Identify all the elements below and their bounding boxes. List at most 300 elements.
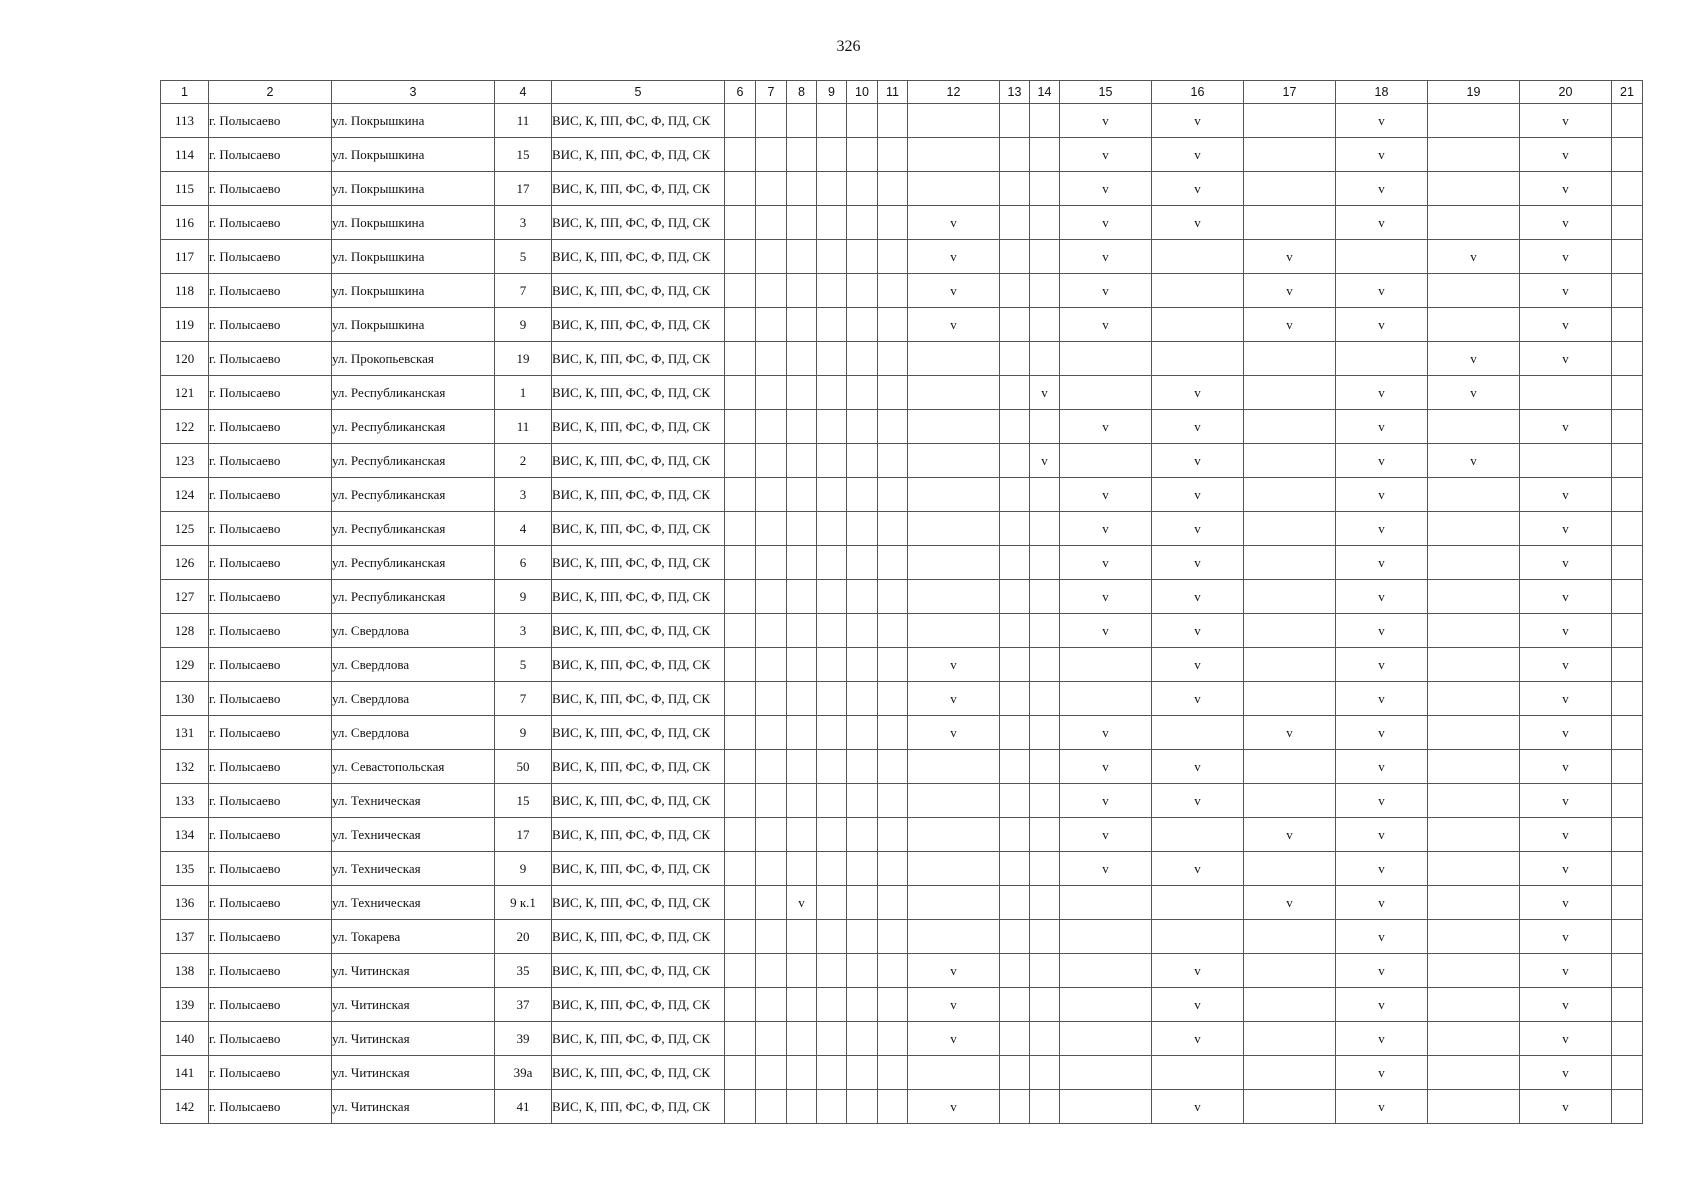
check-mark-col-20: v — [1520, 818, 1612, 852]
empty-cell-col-19 — [1428, 1090, 1520, 1124]
city-cell: г. Полысаево — [209, 818, 332, 852]
street-cell: ул. Свердлова — [332, 716, 495, 750]
check-mark-col-16: v — [1152, 988, 1244, 1022]
street-cell: ул. Республиканская — [332, 410, 495, 444]
empty-cell-col-7 — [756, 852, 787, 886]
empty-cell-col-14 — [1030, 1090, 1060, 1124]
house-number-cell: 17 — [495, 172, 552, 206]
empty-cell-col-17 — [1244, 988, 1336, 1022]
empty-cell-col-17 — [1244, 376, 1336, 410]
empty-cell-col-13 — [1000, 1056, 1030, 1090]
check-mark-col-18: v — [1336, 614, 1428, 648]
empty-cell-col-19 — [1428, 206, 1520, 240]
empty-cell-col-6 — [725, 954, 756, 988]
empty-cell-col-8 — [787, 342, 817, 376]
empty-cell-col-11 — [878, 614, 908, 648]
table-body — [161, 104, 1643, 1124]
street-cell: ул. Республиканская — [332, 512, 495, 546]
empty-cell-col-13 — [1000, 954, 1030, 988]
empty-cell-col-10 — [847, 138, 878, 172]
empty-cell-col-13 — [1000, 886, 1030, 920]
empty-cell-col-19 — [1428, 274, 1520, 308]
house-number-cell: 9 — [495, 580, 552, 614]
empty-cell-col-11 — [878, 410, 908, 444]
empty-cell-col-12 — [908, 376, 1000, 410]
empty-cell-col-21 — [1612, 478, 1643, 512]
check-mark-col-18: v — [1336, 920, 1428, 954]
empty-cell-col-16 — [1152, 308, 1244, 342]
row-number-cell: 140 — [161, 1022, 209, 1056]
check-mark-col-18: v — [1336, 716, 1428, 750]
city-cell: г. Полысаево — [209, 444, 332, 478]
check-mark-col-20: v — [1520, 138, 1612, 172]
city-cell: г. Полысаево — [209, 886, 332, 920]
empty-cell-col-14 — [1030, 172, 1060, 206]
empty-cell-col-11 — [878, 240, 908, 274]
empty-cell-col-10 — [847, 580, 878, 614]
city-cell: г. Полысаево — [209, 648, 332, 682]
table-row — [161, 1056, 1643, 1090]
check-mark-col-18: v — [1336, 138, 1428, 172]
empty-cell-col-13 — [1000, 410, 1030, 444]
empty-cell-col-6 — [725, 988, 756, 1022]
check-mark-col-18: v — [1336, 512, 1428, 546]
empty-cell-col-11 — [878, 478, 908, 512]
empty-cell-col-19 — [1428, 138, 1520, 172]
empty-cell-col-12 — [908, 478, 1000, 512]
empty-cell-col-17 — [1244, 648, 1336, 682]
empty-cell-col-9 — [817, 886, 847, 920]
street-cell: ул. Читинская — [332, 954, 495, 988]
empty-cell-col-13 — [1000, 104, 1030, 138]
check-mark-col-15: v — [1060, 478, 1152, 512]
house-number-cell: 6 — [495, 546, 552, 580]
house-number-cell: 11 — [495, 104, 552, 138]
works-list-cell: ВИС, К, ПП, ФС, Ф, ПД, СК — [552, 478, 725, 512]
table-row — [161, 240, 1643, 274]
column-header-21: 21 — [1612, 81, 1643, 104]
check-mark-col-15: v — [1060, 308, 1152, 342]
empty-cell-col-9 — [817, 308, 847, 342]
check-mark-col-20: v — [1520, 172, 1612, 206]
empty-cell-col-12 — [908, 920, 1000, 954]
empty-cell-col-19 — [1428, 682, 1520, 716]
empty-cell-col-11 — [878, 716, 908, 750]
empty-cell-col-10 — [847, 920, 878, 954]
empty-cell-col-21 — [1612, 920, 1643, 954]
empty-cell-col-12 — [908, 172, 1000, 206]
empty-cell-col-14 — [1030, 546, 1060, 580]
check-mark-col-18: v — [1336, 988, 1428, 1022]
register-table — [160, 80, 1643, 1124]
empty-cell-col-21 — [1612, 852, 1643, 886]
works-list-cell: ВИС, К, ПП, ФС, Ф, ПД, СК — [552, 1022, 725, 1056]
empty-cell-col-14 — [1030, 342, 1060, 376]
empty-cell-col-10 — [847, 274, 878, 308]
empty-cell-col-14 — [1030, 104, 1060, 138]
column-header-19: 19 — [1428, 81, 1520, 104]
works-list-cell: ВИС, К, ПП, ФС, Ф, ПД, СК — [552, 138, 725, 172]
empty-cell-col-6 — [725, 342, 756, 376]
empty-cell-col-9 — [817, 104, 847, 138]
check-mark-col-15: v — [1060, 410, 1152, 444]
empty-cell-col-19 — [1428, 410, 1520, 444]
check-mark-col-18: v — [1336, 886, 1428, 920]
house-number-cell: 11 — [495, 410, 552, 444]
empty-cell-col-7 — [756, 104, 787, 138]
empty-cell-col-15 — [1060, 648, 1152, 682]
check-mark-col-17: v — [1244, 818, 1336, 852]
works-list-cell: ВИС, К, ПП, ФС, Ф, ПД, СК — [552, 920, 725, 954]
street-cell: ул. Свердлова — [332, 648, 495, 682]
empty-cell-col-9 — [817, 750, 847, 784]
check-mark-col-18: v — [1336, 206, 1428, 240]
check-mark-col-12: v — [908, 1090, 1000, 1124]
check-mark-col-17: v — [1244, 308, 1336, 342]
works-list-cell: ВИС, К, ПП, ФС, Ф, ПД, СК — [552, 546, 725, 580]
column-header-6: 6 — [725, 81, 756, 104]
works-list-cell: ВИС, К, ПП, ФС, Ф, ПД, СК — [552, 1056, 725, 1090]
empty-cell-col-7 — [756, 648, 787, 682]
empty-cell-col-6 — [725, 614, 756, 648]
empty-cell-col-19 — [1428, 308, 1520, 342]
empty-cell-col-20 — [1520, 444, 1612, 478]
check-mark-col-18: v — [1336, 376, 1428, 410]
check-mark-col-16: v — [1152, 512, 1244, 546]
works-list-cell: ВИС, К, ПП, ФС, Ф, ПД, СК — [552, 1090, 725, 1124]
empty-cell-col-21 — [1612, 240, 1643, 274]
empty-cell-col-19 — [1428, 1056, 1520, 1090]
empty-cell-col-9 — [817, 206, 847, 240]
empty-cell-col-13 — [1000, 444, 1030, 478]
check-mark-col-18: v — [1336, 682, 1428, 716]
table-row — [161, 682, 1643, 716]
empty-cell-col-14 — [1030, 274, 1060, 308]
house-number-cell: 9 к.1 — [495, 886, 552, 920]
empty-cell-col-9 — [817, 1022, 847, 1056]
check-mark-col-20: v — [1520, 886, 1612, 920]
empty-cell-col-15 — [1060, 954, 1152, 988]
empty-cell-col-12 — [908, 104, 1000, 138]
check-mark-col-18: v — [1336, 750, 1428, 784]
empty-cell-col-7 — [756, 342, 787, 376]
empty-cell-col-8 — [787, 138, 817, 172]
empty-cell-col-7 — [756, 886, 787, 920]
check-mark-col-16: v — [1152, 614, 1244, 648]
table-header — [161, 81, 1643, 104]
empty-cell-col-17 — [1244, 580, 1336, 614]
works-list-cell: ВИС, К, ПП, ФС, Ф, ПД, СК — [552, 512, 725, 546]
empty-cell-col-7 — [756, 444, 787, 478]
works-list-cell: ВИС, К, ПП, ФС, Ф, ПД, СК — [552, 274, 725, 308]
check-mark-col-16: v — [1152, 750, 1244, 784]
empty-cell-col-10 — [847, 172, 878, 206]
works-list-cell: ВИС, К, ПП, ФС, Ф, ПД, СК — [552, 308, 725, 342]
check-mark-col-19: v — [1428, 376, 1520, 410]
row-number-cell: 113 — [161, 104, 209, 138]
street-cell: ул. Техническая — [332, 818, 495, 852]
house-number-cell: 4 — [495, 512, 552, 546]
empty-cell-col-13 — [1000, 750, 1030, 784]
city-cell: г. Полысаево — [209, 308, 332, 342]
check-mark-col-20: v — [1520, 512, 1612, 546]
street-cell: ул. Читинская — [332, 1090, 495, 1124]
empty-cell-col-6 — [725, 716, 756, 750]
empty-cell-col-19 — [1428, 852, 1520, 886]
empty-cell-col-6 — [725, 920, 756, 954]
empty-cell-col-8 — [787, 614, 817, 648]
empty-cell-col-16 — [1152, 818, 1244, 852]
empty-cell-col-9 — [817, 240, 847, 274]
column-header-2: 2 — [209, 81, 332, 104]
table-row — [161, 342, 1643, 376]
table-row — [161, 274, 1643, 308]
empty-cell-col-10 — [847, 512, 878, 546]
row-number-cell: 134 — [161, 818, 209, 852]
empty-cell-col-19 — [1428, 784, 1520, 818]
works-list-cell: ВИС, К, ПП, ФС, Ф, ПД, СК — [552, 988, 725, 1022]
check-mark-col-16: v — [1152, 410, 1244, 444]
check-mark-col-12: v — [908, 206, 1000, 240]
city-cell: г. Полысаево — [209, 546, 332, 580]
check-mark-col-20: v — [1520, 1056, 1612, 1090]
empty-cell-col-13 — [1000, 206, 1030, 240]
table-row — [161, 852, 1643, 886]
row-number-cell: 119 — [161, 308, 209, 342]
street-cell: ул. Покрышкина — [332, 172, 495, 206]
check-mark-col-18: v — [1336, 274, 1428, 308]
empty-cell-col-14 — [1030, 206, 1060, 240]
empty-cell-col-21 — [1612, 1022, 1643, 1056]
empty-cell-col-10 — [847, 478, 878, 512]
empty-cell-col-11 — [878, 920, 908, 954]
house-number-cell: 3 — [495, 206, 552, 240]
empty-cell-col-14 — [1030, 580, 1060, 614]
check-mark-col-15: v — [1060, 172, 1152, 206]
empty-cell-col-8 — [787, 750, 817, 784]
empty-cell-col-21 — [1612, 716, 1643, 750]
city-cell: г. Полысаево — [209, 274, 332, 308]
works-list-cell: ВИС, К, ПП, ФС, Ф, ПД, СК — [552, 852, 725, 886]
empty-cell-col-17 — [1244, 410, 1336, 444]
empty-cell-col-11 — [878, 954, 908, 988]
empty-cell-col-9 — [817, 444, 847, 478]
check-mark-col-17: v — [1244, 274, 1336, 308]
street-cell: ул. Покрышкина — [332, 240, 495, 274]
check-mark-col-20: v — [1520, 478, 1612, 512]
table-row — [161, 138, 1643, 172]
table-row — [161, 988, 1643, 1022]
empty-cell-col-10 — [847, 954, 878, 988]
street-cell: ул. Свердлова — [332, 614, 495, 648]
table-row — [161, 648, 1643, 682]
empty-cell-col-13 — [1000, 240, 1030, 274]
table-row — [161, 920, 1643, 954]
check-mark-col-18: v — [1336, 478, 1428, 512]
city-cell: г. Полысаево — [209, 750, 332, 784]
check-mark-col-15: v — [1060, 852, 1152, 886]
house-number-cell: 2 — [495, 444, 552, 478]
check-mark-col-15: v — [1060, 206, 1152, 240]
empty-cell-col-10 — [847, 376, 878, 410]
row-number-cell: 133 — [161, 784, 209, 818]
table-row — [161, 784, 1643, 818]
street-cell: ул. Читинская — [332, 988, 495, 1022]
empty-cell-col-8 — [787, 512, 817, 546]
check-mark-col-20: v — [1520, 852, 1612, 886]
empty-cell-col-9 — [817, 376, 847, 410]
empty-cell-col-7 — [756, 240, 787, 274]
check-mark-col-16: v — [1152, 546, 1244, 580]
city-cell: г. Полысаево — [209, 580, 332, 614]
empty-cell-col-12 — [908, 886, 1000, 920]
empty-cell-col-14 — [1030, 852, 1060, 886]
row-number-cell: 137 — [161, 920, 209, 954]
table-row — [161, 580, 1643, 614]
empty-cell-col-10 — [847, 1056, 878, 1090]
check-mark-col-15: v — [1060, 104, 1152, 138]
city-cell: г. Полысаево — [209, 682, 332, 716]
empty-cell-col-6 — [725, 444, 756, 478]
empty-cell-col-8 — [787, 716, 817, 750]
city-cell: г. Полысаево — [209, 614, 332, 648]
empty-cell-col-10 — [847, 818, 878, 852]
column-header-17: 17 — [1244, 81, 1336, 104]
check-mark-col-20: v — [1520, 206, 1612, 240]
table-row — [161, 410, 1643, 444]
column-header-11: 11 — [878, 81, 908, 104]
empty-cell-col-7 — [756, 920, 787, 954]
empty-cell-col-12 — [908, 342, 1000, 376]
check-mark-col-16: v — [1152, 172, 1244, 206]
empty-cell-col-6 — [725, 512, 756, 546]
empty-cell-col-8 — [787, 376, 817, 410]
empty-cell-col-13 — [1000, 818, 1030, 852]
empty-cell-col-19 — [1428, 954, 1520, 988]
city-cell: г. Полысаево — [209, 954, 332, 988]
row-number-cell: 120 — [161, 342, 209, 376]
table-row — [161, 512, 1643, 546]
empty-cell-col-9 — [817, 682, 847, 716]
check-mark-col-14: v — [1030, 444, 1060, 478]
empty-cell-col-16 — [1152, 240, 1244, 274]
empty-cell-col-14 — [1030, 886, 1060, 920]
empty-cell-col-10 — [847, 546, 878, 580]
check-mark-col-20: v — [1520, 920, 1612, 954]
column-header-18: 18 — [1336, 81, 1428, 104]
empty-cell-col-12 — [908, 546, 1000, 580]
column-header-4: 4 — [495, 81, 552, 104]
check-mark-col-19: v — [1428, 444, 1520, 478]
check-mark-col-15: v — [1060, 716, 1152, 750]
check-mark-col-20: v — [1520, 274, 1612, 308]
empty-cell-col-8 — [787, 546, 817, 580]
empty-cell-col-15 — [1060, 682, 1152, 716]
check-mark-col-16: v — [1152, 648, 1244, 682]
table-row — [161, 1090, 1643, 1124]
check-mark-col-18: v — [1336, 444, 1428, 478]
house-number-cell: 17 — [495, 818, 552, 852]
empty-cell-col-17 — [1244, 614, 1336, 648]
empty-cell-col-14 — [1030, 512, 1060, 546]
empty-cell-col-7 — [756, 818, 787, 852]
row-number-cell: 127 — [161, 580, 209, 614]
empty-cell-col-14 — [1030, 410, 1060, 444]
row-number-cell: 115 — [161, 172, 209, 206]
empty-cell-col-6 — [725, 1056, 756, 1090]
row-number-cell: 128 — [161, 614, 209, 648]
table-row — [161, 954, 1643, 988]
empty-cell-col-21 — [1612, 444, 1643, 478]
empty-cell-col-14 — [1030, 240, 1060, 274]
empty-cell-col-10 — [847, 852, 878, 886]
house-number-cell: 1 — [495, 376, 552, 410]
check-mark-col-15: v — [1060, 580, 1152, 614]
empty-cell-col-12 — [908, 512, 1000, 546]
empty-cell-col-8 — [787, 240, 817, 274]
empty-cell-col-15 — [1060, 988, 1152, 1022]
empty-cell-col-10 — [847, 240, 878, 274]
check-mark-col-18: v — [1336, 580, 1428, 614]
empty-cell-col-12 — [908, 138, 1000, 172]
empty-cell-col-21 — [1612, 342, 1643, 376]
empty-cell-col-8 — [787, 206, 817, 240]
house-number-cell: 50 — [495, 750, 552, 784]
empty-cell-col-17 — [1244, 1090, 1336, 1124]
empty-cell-col-10 — [847, 614, 878, 648]
empty-cell-col-17 — [1244, 172, 1336, 206]
column-header-1: 1 — [161, 81, 209, 104]
empty-cell-col-11 — [878, 648, 908, 682]
empty-cell-col-8 — [787, 818, 817, 852]
row-number-cell: 130 — [161, 682, 209, 716]
table-row — [161, 308, 1643, 342]
empty-cell-col-18 — [1336, 240, 1428, 274]
column-header-7: 7 — [756, 81, 787, 104]
empty-cell-col-6 — [725, 852, 756, 886]
empty-cell-col-14 — [1030, 1056, 1060, 1090]
empty-cell-col-13 — [1000, 852, 1030, 886]
house-number-cell: 9 — [495, 308, 552, 342]
city-cell: г. Полысаево — [209, 410, 332, 444]
house-number-cell: 35 — [495, 954, 552, 988]
empty-cell-col-9 — [817, 138, 847, 172]
empty-cell-col-19 — [1428, 648, 1520, 682]
empty-cell-col-6 — [725, 274, 756, 308]
empty-cell-col-15 — [1060, 342, 1152, 376]
empty-cell-col-10 — [847, 410, 878, 444]
empty-cell-col-10 — [847, 750, 878, 784]
check-mark-col-16: v — [1152, 580, 1244, 614]
street-cell: ул. Севастопольская — [332, 750, 495, 784]
empty-cell-col-7 — [756, 308, 787, 342]
empty-cell-col-7 — [756, 750, 787, 784]
table-row — [161, 546, 1643, 580]
empty-cell-col-7 — [756, 580, 787, 614]
empty-cell-col-10 — [847, 716, 878, 750]
check-mark-col-20: v — [1520, 1022, 1612, 1056]
check-mark-col-20: v — [1520, 240, 1612, 274]
row-number-cell: 122 — [161, 410, 209, 444]
empty-cell-col-6 — [725, 172, 756, 206]
empty-cell-col-15 — [1060, 886, 1152, 920]
empty-cell-col-11 — [878, 138, 908, 172]
street-cell: ул. Читинская — [332, 1056, 495, 1090]
empty-cell-col-13 — [1000, 988, 1030, 1022]
empty-cell-col-10 — [847, 104, 878, 138]
empty-cell-col-17 — [1244, 1022, 1336, 1056]
row-number-cell: 118 — [161, 274, 209, 308]
